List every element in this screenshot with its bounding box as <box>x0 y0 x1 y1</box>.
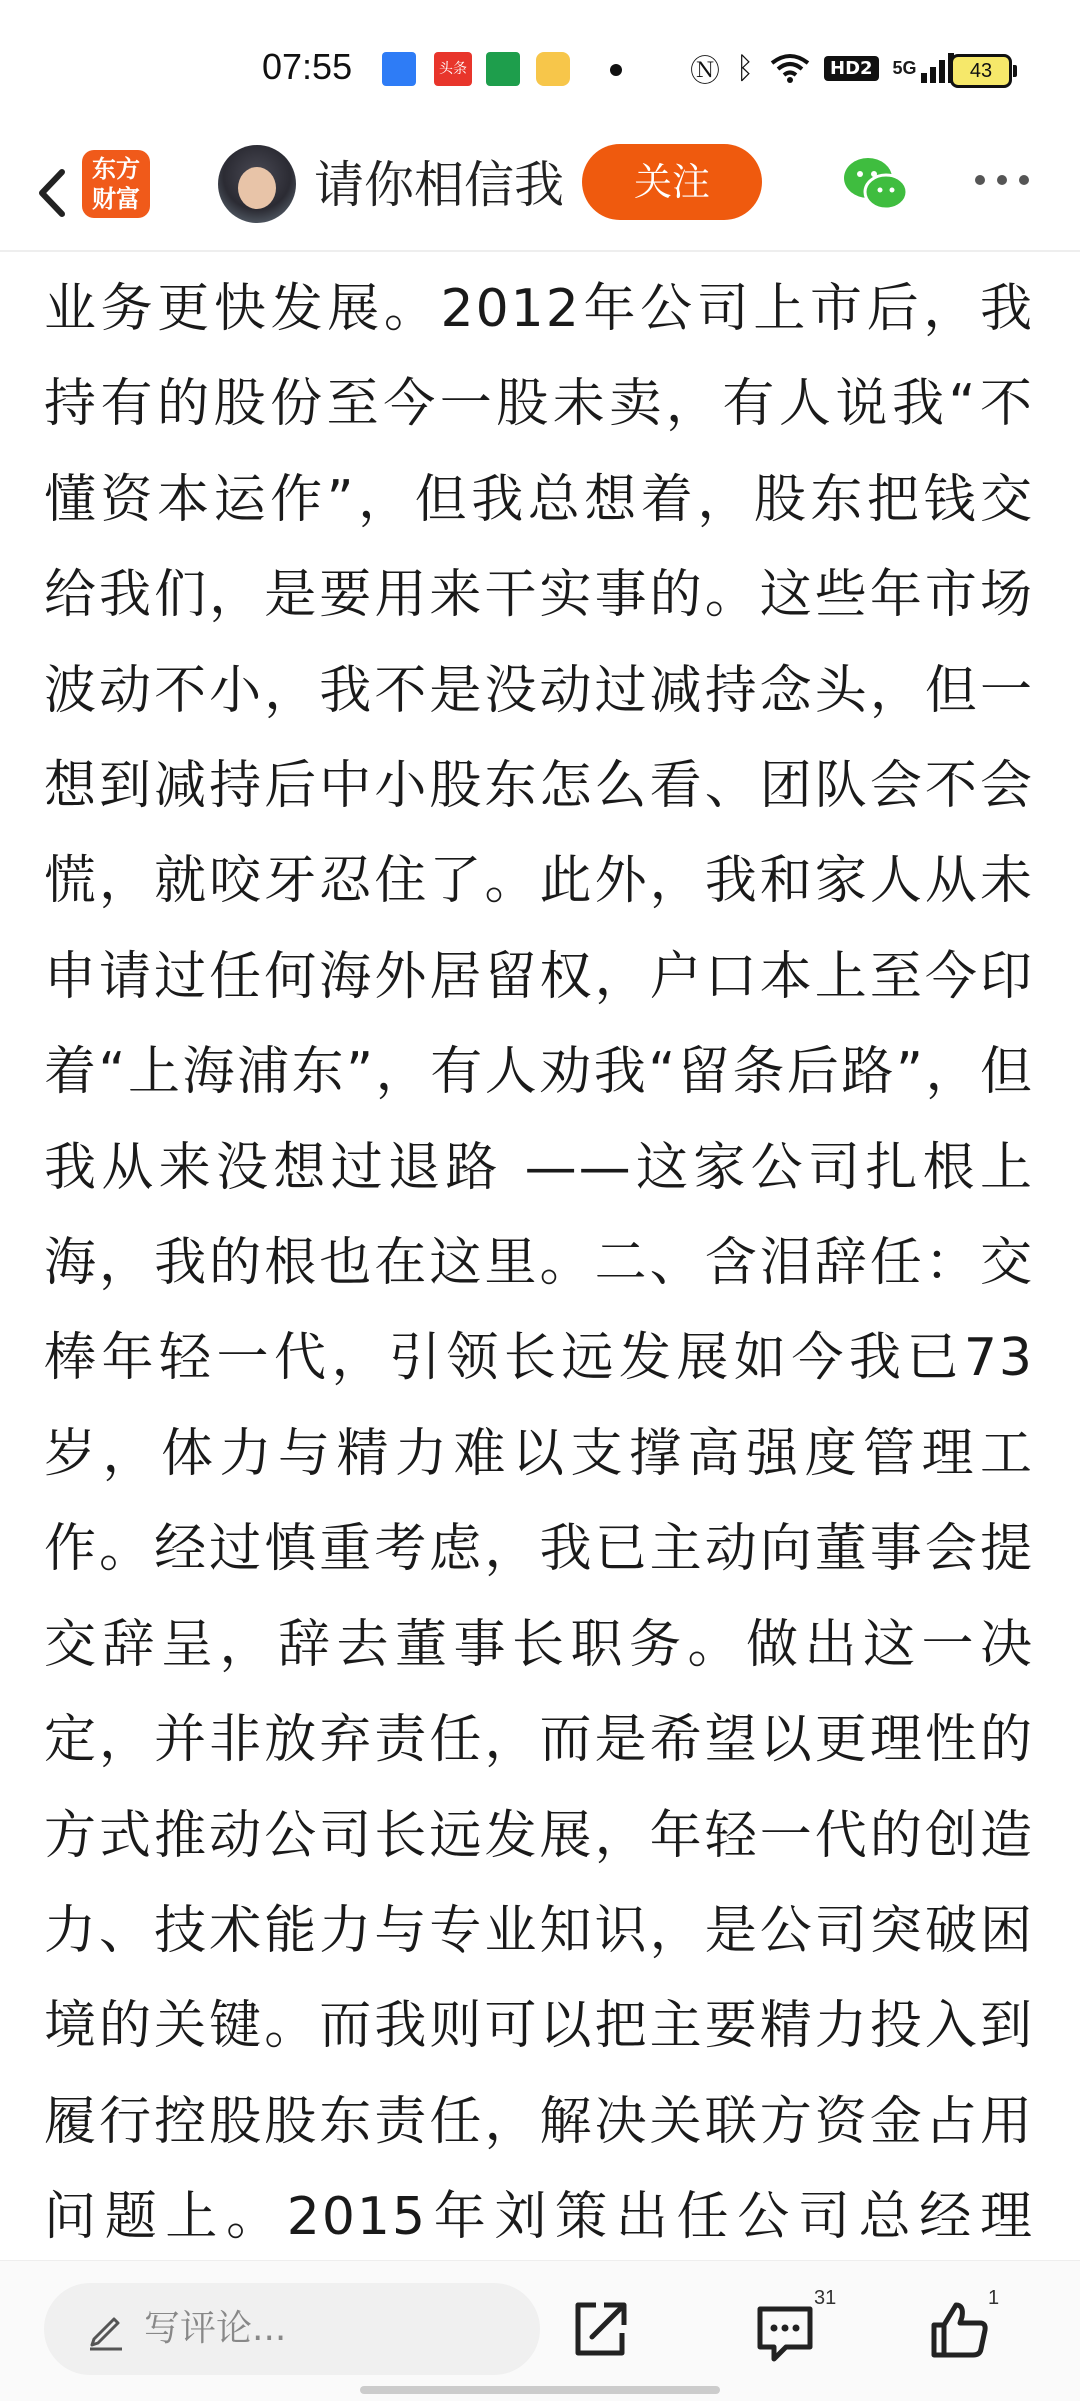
article-text: 业务更快发展。2012年公司上市后，我持有的股份至今一股未卖，有人说我“不懂资本运作”，但我总想着，股东把钱交给我们，是要用来干实事的。这些年市场波动不小，我不是没动过减持念头，但一想到减持后中小股东怎么看、团队会不会慌，就咬牙忍住了。此外，我和家人从未申请过任何海外居留权，户口本上至今印着“上海浦东”，有人劝我“留条后路”，但我从来没想过退路 ——这家公司扎根上海，我的根也在这里。二、含泪辞任：交棒年轻一代，引领长远发展如今我已73岁，体力与精力难以支撑高强度管理工作。经过慎重考虑，我已主动向董事会提交辞呈，辞去董事长职务。做出这一决定，并非放弃责任，而是希望以更理性的方式推动公司长远发展，年轻一代的创造力、技术能力与专业知识，是公司突破困境的关键。而我则可以把主要精力投入到履行控股股东责任，解决关联方资金占用问题上。2015年刘策出任公司总经理 <box>44 279 1034 2248</box>
like-count: 1 <box>988 2287 1000 2309</box>
comments-count: 31 <box>814 2287 837 2309</box>
wechat-share-icon[interactable] <box>842 154 910 214</box>
bluetooth-icon: ᛒ <box>736 50 754 86</box>
comment-placeholder: 写评论... <box>144 2308 287 2349</box>
back-arrow-icon[interactable] <box>20 158 90 228</box>
wifi-icon <box>770 53 810 83</box>
network-type-label: 5G <box>892 57 917 78</box>
app-logo[interactable] <box>82 150 150 218</box>
oppo-store-app-icon <box>486 52 520 86</box>
status-time: 07:55 <box>262 46 353 87</box>
bottom-action-bar <box>0 2260 1080 2401</box>
avatar-face <box>238 167 276 209</box>
comments-icon[interactable] <box>752 2299 818 2365</box>
like-thumb-icon[interactable] <box>928 2297 992 2361</box>
hd-voice-badge: HD2 <box>824 56 879 81</box>
toutiao-app-icon: 头条 <box>434 52 472 86</box>
app-logo-text: 东方 财富 <box>92 155 140 213</box>
share-icon[interactable] <box>568 2297 632 2361</box>
system-icons <box>690 48 955 88</box>
battery-icon: 43 <box>950 54 1012 88</box>
post-header <box>0 140 1080 252</box>
status-bar <box>0 0 1080 140</box>
weibo-app-icon <box>536 52 570 86</box>
user-name[interactable]: 请你相信我 <box>314 156 564 214</box>
article-body <box>44 262 1034 2252</box>
avatar[interactable] <box>218 145 296 223</box>
follow-button[interactable]: 关注 <box>582 144 762 220</box>
calendar-app-icon <box>382 52 416 86</box>
nfc-icon: Ⓝ <box>690 54 720 89</box>
pencil-icon <box>84 2307 128 2351</box>
home-indicator[interactable] <box>360 2386 720 2394</box>
comment-input[interactable] <box>44 2283 540 2375</box>
more-options-icon[interactable] <box>972 170 1032 190</box>
more-notifications-dot-icon <box>610 64 622 76</box>
